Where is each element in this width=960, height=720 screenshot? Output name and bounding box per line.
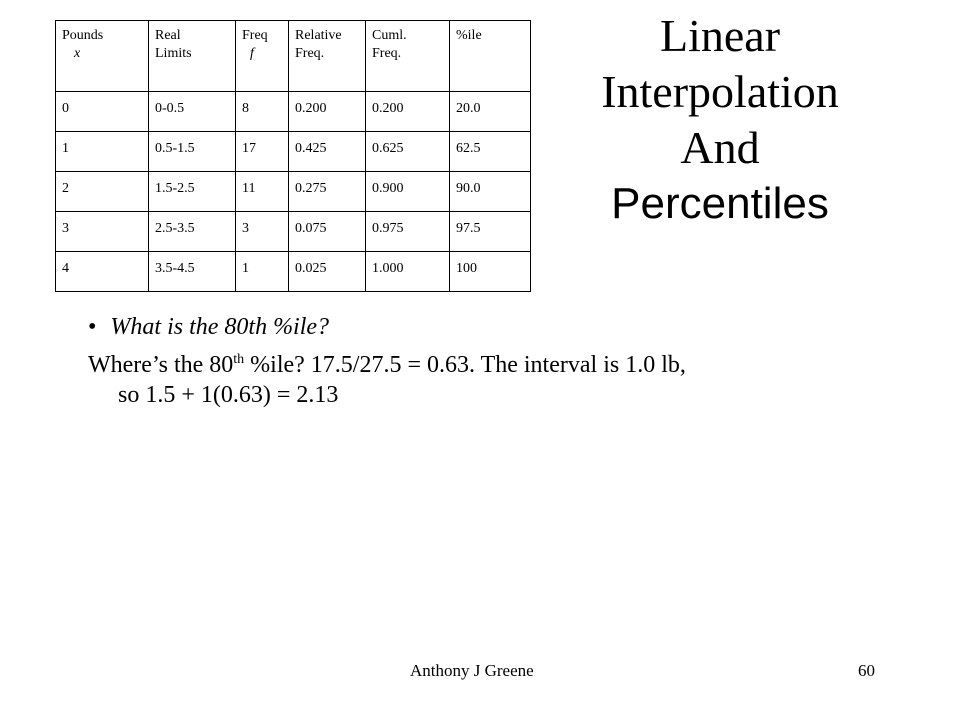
header-relative-freq-label: Freq. bbox=[295, 46, 325, 61]
header-freq-label: Freq bbox=[242, 28, 268, 43]
cell-real-limits: 0-0.5 bbox=[149, 92, 236, 132]
table-row bbox=[56, 132, 531, 172]
footer-page-number: 60 bbox=[858, 661, 875, 680]
cell-pounds: 3 bbox=[56, 212, 149, 252]
cell-pounds: 4 bbox=[56, 252, 149, 292]
title-line-1: Linear bbox=[659, 10, 781, 61]
cell-freq: 3 bbox=[236, 212, 289, 252]
header-relative-freq bbox=[289, 21, 366, 92]
title-line-4: Percentiles bbox=[611, 179, 829, 228]
slide-title bbox=[560, 8, 880, 232]
cell-cuml-freq: 1.000 bbox=[366, 252, 450, 292]
cell-pounds: 2 bbox=[56, 172, 149, 212]
cell-freq: 1 bbox=[236, 252, 289, 292]
cell-relative-freq: 0.200 bbox=[289, 92, 366, 132]
cell-real-limits: 1.5-2.5 bbox=[149, 172, 236, 212]
cell-freq: 8 bbox=[236, 92, 289, 132]
footer-author: Anthony J Greene bbox=[410, 661, 534, 680]
header-pounds-label: Pounds bbox=[62, 28, 104, 43]
frequency-table bbox=[55, 20, 531, 292]
cell-pounds: 1 bbox=[56, 132, 149, 172]
header-limits-label: Limits bbox=[155, 46, 192, 61]
title-line-2: Interpolation bbox=[601, 66, 839, 117]
header-freq-symbol: f bbox=[250, 46, 254, 61]
header-cuml-label: Cuml. bbox=[372, 28, 407, 43]
question-text: What is the 80th %ile? bbox=[110, 314, 330, 340]
table-row bbox=[56, 172, 531, 212]
header-real-label: Real bbox=[155, 28, 181, 43]
header-cuml-freq bbox=[366, 21, 450, 92]
cell-relative-freq: 0.075 bbox=[289, 212, 366, 252]
header-percentile-label: %ile bbox=[456, 28, 482, 43]
answer-superscript: th bbox=[233, 352, 245, 367]
cell-real-limits: 0.5-1.5 bbox=[149, 132, 236, 172]
cell-cuml-freq: 0.625 bbox=[366, 132, 450, 172]
answer-text-line2: so 1.5 + 1(0.63) = 2.13 bbox=[118, 382, 339, 408]
answer-paragraph bbox=[88, 350, 808, 410]
header-real-limits bbox=[149, 21, 236, 92]
cell-real-limits: 3.5-4.5 bbox=[149, 252, 236, 292]
bullet-icon: • bbox=[88, 314, 97, 340]
cell-relative-freq: 0.425 bbox=[289, 132, 366, 172]
cell-percentile: 20.0 bbox=[450, 92, 531, 132]
header-freq bbox=[236, 21, 289, 92]
cell-relative-freq: 0.025 bbox=[289, 252, 366, 292]
table-row bbox=[56, 252, 531, 292]
cell-percentile: 90.0 bbox=[450, 172, 531, 212]
cell-pounds: 0 bbox=[56, 92, 149, 132]
cell-real-limits: 2.5-3.5 bbox=[149, 212, 236, 252]
cell-cuml-freq: 0.900 bbox=[366, 172, 450, 212]
cell-percentile: 62.5 bbox=[450, 132, 531, 172]
header-pounds bbox=[56, 21, 149, 92]
cell-cuml-freq: 0.975 bbox=[366, 212, 450, 252]
cell-freq: 11 bbox=[236, 172, 289, 212]
header-cuml-freq-label: Freq. bbox=[372, 46, 402, 61]
cell-relative-freq: 0.275 bbox=[289, 172, 366, 212]
bullet-question bbox=[88, 314, 329, 341]
title-line-3: And bbox=[680, 122, 760, 173]
table-header-row bbox=[56, 21, 531, 92]
cell-freq: 17 bbox=[236, 132, 289, 172]
cell-percentile: 97.5 bbox=[450, 212, 531, 252]
header-relative-label: Relative bbox=[295, 28, 342, 43]
table-row bbox=[56, 212, 531, 252]
table-row bbox=[56, 92, 531, 132]
cell-cuml-freq: 0.200 bbox=[366, 92, 450, 132]
header-pounds-symbol: x bbox=[74, 46, 81, 61]
answer-text-part2: %ile? 17.5/27.5 = 0.63. The interval is 1.0 lb, bbox=[244, 352, 686, 378]
cell-percentile: 100 bbox=[450, 252, 531, 292]
header-percentile bbox=[450, 21, 531, 92]
answer-text-part1: Where’s the 80 bbox=[88, 352, 234, 378]
